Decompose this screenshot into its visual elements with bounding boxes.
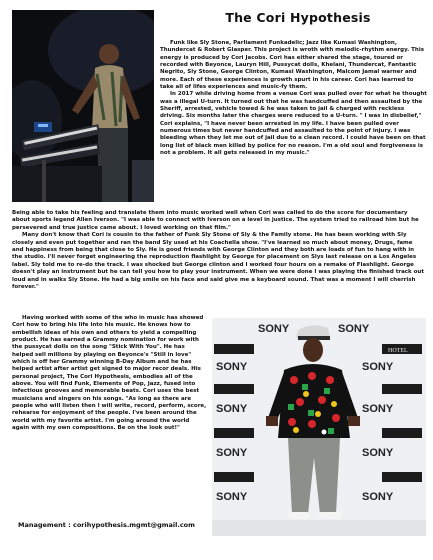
sony-logo: SONY [362,491,394,503]
page-title: The Cori Hypothesis [225,10,371,25]
performer-photo [12,10,154,202]
sony-logo: SONY [216,361,248,373]
sony-logo: SONY [216,447,248,459]
sony-logo: SONY [258,323,290,335]
intro-text [160,40,428,158]
performer-photo-art [12,10,154,202]
sony-logo: SONY [216,491,248,503]
hotel-banner-text: HOTEL [388,348,408,354]
sony-logo: SONY [362,447,394,459]
sony-logo: SONY [338,323,370,335]
paragraph: Funk like Sly Stone, Parliament Funkadelic; Jazz like Kumasi Washington, Thundercat & Robert Glasper. This project is wroth with melodic-rhythm energy. This energy is produced by Cori Jacobs. Cori has either shared the stage, toured or recorded with Beyonce, Lauryn Hill, Pussycat dolls, Khelani, Thundercat, Fantastic Negrito, Sly Stone, George Clinton, Kumasi Washington, Malcom Jamal warner and more. Each of these experiences is growth spurt in his career. Cori has learned to take all of lifes experiences and music-fy them. [160,40,424,91]
red-carpet-photo-art [212,318,426,536]
red-carpet-photo [212,318,426,536]
paragraph: Having worked with some of the who in music has showed Cori how to bring his life into his music. He knows how to embellish ideas of his own and others to yield a compelling product. He has earned a Grammy nomination for work with the pussycat dolls on the song "Stick With You". He has helped sell millions by playing on Beyonce's "Still in love" which is off her Grammy winning B-Day Album and he has helped artist after artist get signed to major recor deals. His personal project, The Cori Hypothesis, embodies all of the above. You will find Funk, Elements of Pop, Jazz, fused into infectious grooves and memorable beats. Cori uses the best musicians and singers on his songs. "As long as there are people who will listen then I will write, record, perform, score, rehearse for enjoyment of the people. I've been around the world with my favorite artist. I'm going around the world again with my own compositions. Be on the look out!" [12,315,207,432]
sony-logo: SONY [362,361,394,373]
paragraph: Many don't know that Cori is cousin to the father of Funk Sly Stone of Sly & the Family stone. He has been working with Sly closely and even put together and ran the band Sly used at his Coachella show. "I've learned so much about money, Drugs, fame and happiness from being that close to Sly. He is good friends with George Clinton and they both are loads of fun to hang with in the studio. I'll never forget engineering the reproduction flashlight by George for placement on Slys last release on a Los Angeles label. Sly told me to re-do the track. I was shocked but George clinton and I worked four hours on a remake of Flashlight. George doesn't play an instrument but he can tell you how to play your instrument. When we were done I was playing the finished track out loud and in walks Sly Stone. He had a big smile on his face and said give me a keyboard sound. That was a moment I will cherrish forever." [12,232,424,291]
paragraph: In 2017 while driving home from a venue Cori was pulled over for what he thought was a illegal U-turn. It turned out that he was handcuffed and then assaulted by the Sheriff, arrested, vehicle towed & he was taken to jail & charged with reckless driving. Six months later the charges were reduced to a U-turn. " I was in disbelief," Cori explains, "I have never been arrested in my life. I have been pulled over numerous times but never handcuffed and assaulted to the point of injury. I was bleeding when they let me out of jail due to a clean record. I could have been on that long list of black men killed by police for no reason. I'm a old soul and forgiveness is not a problem. It all gets released in my music." [160,91,427,157]
body-text [12,210,425,291]
sony-logo: SONY [216,403,248,415]
left-column-text [12,315,207,433]
paragraph: Being able to take his feeling and translate them into music worked well when Cori was called to do the score for documentary about sports legend Allen Iverson. "I was able to connect with Iverson on a level in justice. The system tried to railroad him but he persevered and true justice came about. I loved working on that film." [12,210,419,231]
management-contact: Management : corihypothesis.mgmt@gmail.com [18,521,195,529]
sony-logo: SONY [362,403,394,415]
